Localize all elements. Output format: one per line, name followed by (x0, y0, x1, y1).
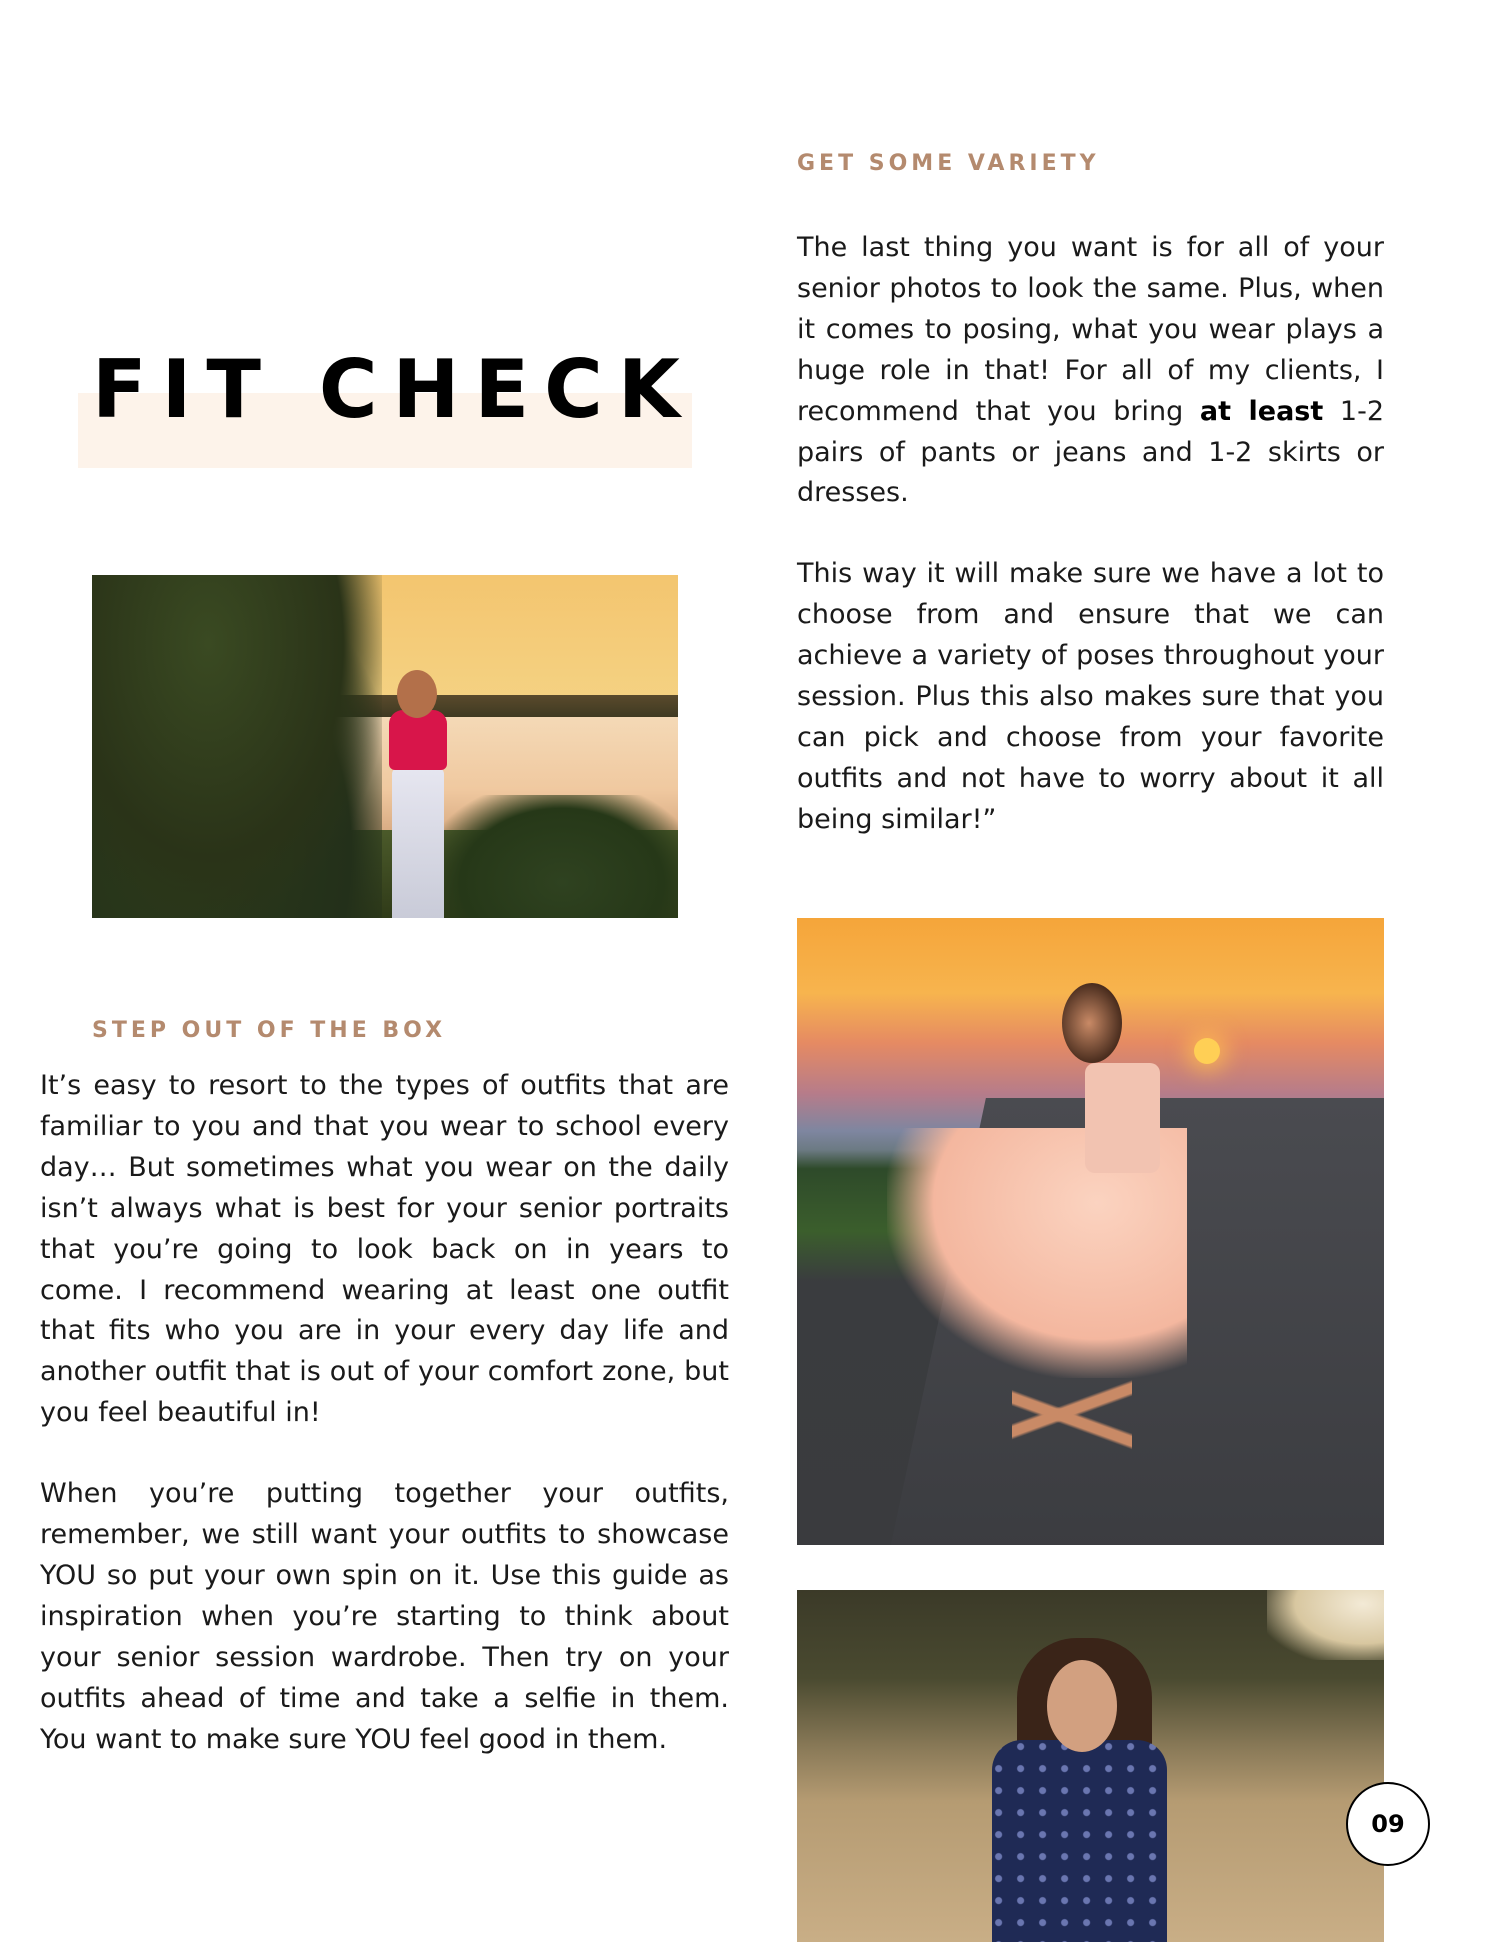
page-number-badge: 09 (1346, 1782, 1430, 1866)
variety-text (797, 228, 1384, 841)
photo-road-dress (797, 918, 1384, 1545)
box-text (40, 1066, 729, 1761)
box-paragraph-1: It’s easy to resort to the types of outfits that are familiar to you and that you wear to school every day… But sometimes what you wear on the daily isn’t always what is best for your senior portraits that you’re going to look back on in years to come. I recommend wearing at least one outfit that fits who you are in your every day life and another outfit that is out of your comfort zone, but you feel beautiful in! (40, 1070, 729, 1429)
emphasis-at-least: at least (1199, 395, 1324, 427)
heading-step-out-of-the-box: STEP OUT OF THE BOX (92, 1018, 447, 1043)
heading-get-some-variety: GET SOME VARIETY (797, 151, 1100, 176)
box-paragraph-2: When you’re putting together your outfits, remember, we still want your outfits to showcase YOU so put your own spin on it. Use this guide as inspiration when you’re starting to think about your senior session wardrobe. Then try on your outfits ahead of time and take a selfie in them. You want to make sure YOU feel good in them. (40, 1478, 729, 1755)
photo-lake-sunset (92, 575, 678, 918)
photo-field-portrait (797, 1590, 1384, 1942)
variety-paragraph-2: This way it will make sure we have a lot to choose from and ensure that we can achieve a variety of poses throughout your session. Plus this also makes sure that you can pick and choose from your favorite outfits and not have to worry about it all being similar!” (797, 558, 1384, 835)
page-title: FIT CHECK (92, 343, 695, 436)
variety-paragraph-1: The last thing you want is for all of your senior photos to look the same. Plus, when it comes to posing, what you wear plays a huge role in that! For all of my clients, I recommend that you bring at least 1-2 pairs of pants or jeans and 1-2 skirts or dresses. (797, 232, 1384, 509)
